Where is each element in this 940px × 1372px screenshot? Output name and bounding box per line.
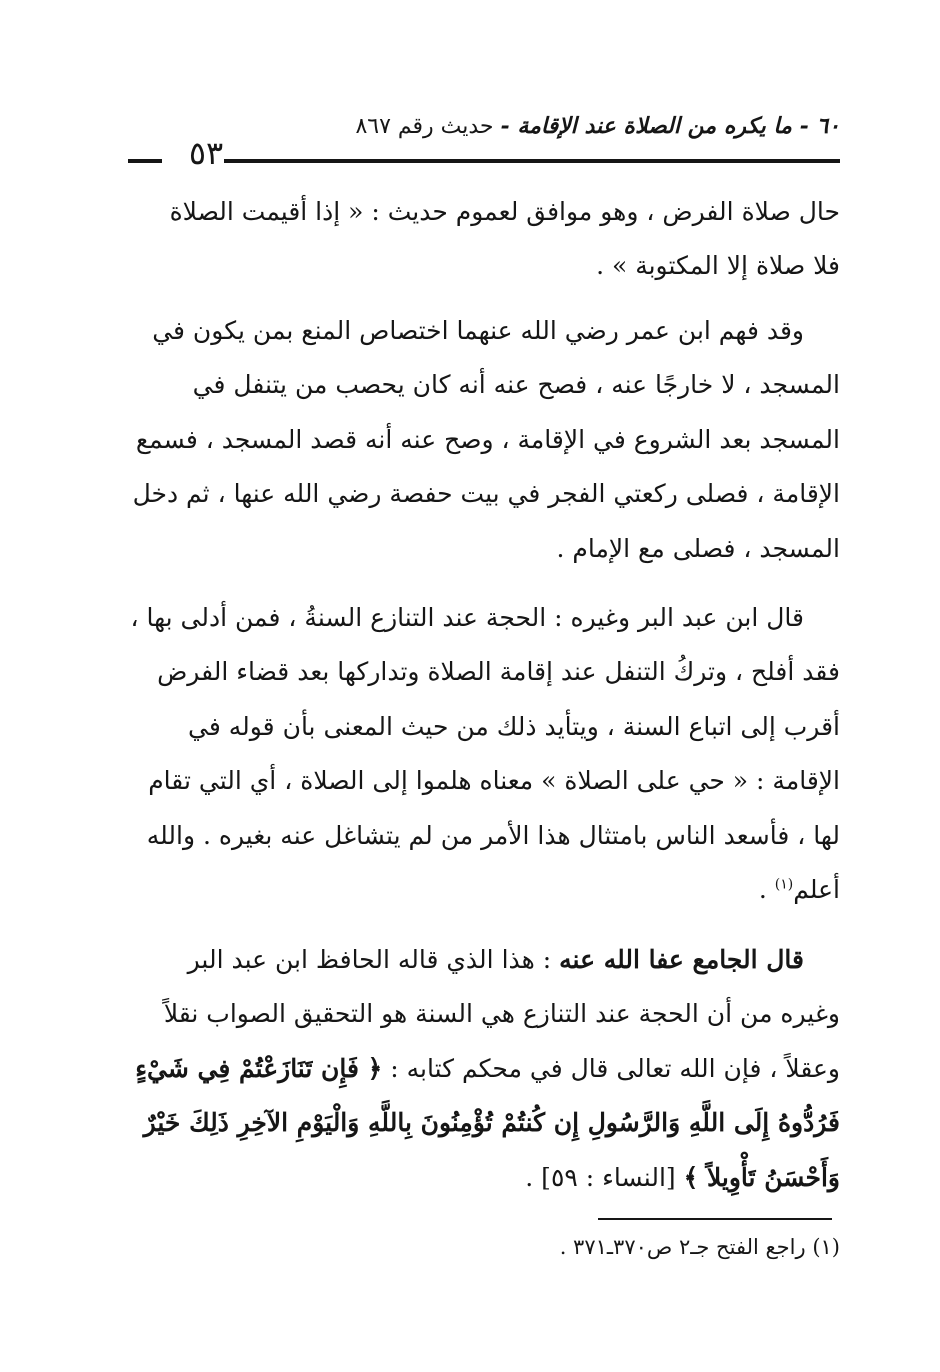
paragraph-4	[128, 933, 840, 1205]
text-line: أقرب إلى اتباع السنة ، ويتأيد ذلك من حيث المعنى بأن قوله في	[188, 711, 840, 741]
last-line-text: أعلم	[793, 875, 840, 905]
footnote	[300, 1231, 840, 1263]
footnote-marker: (١)	[812, 1235, 840, 1259]
line-text: وعقلاً ، فإن الله تعالى قال في محكم كتابه :	[382, 1053, 840, 1083]
text-line	[128, 1151, 840, 1205]
header-rule-short	[128, 159, 162, 163]
page-number: ٥٣	[188, 134, 224, 172]
header-rule-long	[224, 159, 840, 163]
text-line: المسجد بعد الشروع في الإقامة ، وصح عنه أنه قصد المسجد ، فسمع	[135, 424, 840, 454]
verse-citation: [النساء : ٥٩] .	[525, 1162, 684, 1192]
paragraph-2	[128, 304, 840, 576]
footnote-text: راجع الفتح جـ٢ ص٣٧٠ـ٣٧١ .	[559, 1235, 806, 1259]
text-line: الإقامة : « حي على الصلاة » معناه هلموا إلى الصلاة ، أي التي تقام	[148, 766, 840, 796]
paragraph-3	[128, 591, 840, 917]
text-line: حال صلاة الفرض ، وهو موافق لعموم حديث : « إذا أقيمت الصلاة	[169, 197, 840, 226]
hadith-reference: حديث رقم ٨٦٧	[355, 114, 494, 139]
text-line: الإقامة ، فصلى ركعتي الفجر في بيت حفصة رضي الله عنها ، ثم دخل	[132, 479, 840, 509]
quran-verse: ﴿ فَإِن تَنَازَعْتُمْ فِي شَيْءٍ	[135, 1053, 383, 1083]
text-line	[128, 933, 840, 987]
text-line: فقد أفلح ، وتركُ التنفل عند إقامة الصلاة وتداركها بعد قضاء الفرض	[157, 657, 840, 687]
text-line: المسجد ، لا خارجًا عنه ، فصح عنه أنه كان يحصب من يتنفل في	[192, 370, 840, 400]
text-line	[128, 1096, 840, 1150]
text-line: فلا صلاة إلا المكتوبة » .	[596, 251, 840, 281]
lead-phrase: قال الجامع عفا الله عنه	[559, 945, 804, 974]
text-line	[128, 863, 840, 917]
text-line	[128, 1042, 840, 1096]
text-line: لها ، فأسعد الناس بامتثال هذا الأمر من لم يتشاغل عنه بغيره . والله	[146, 820, 840, 850]
text-line: وغيره من أن الحجة عند التنازع هي السنة هو التحقيق الصواب نقلاً	[163, 999, 840, 1029]
text-line: المسجد ، فصلى مع الإمام .	[556, 533, 840, 563]
footnote-rule	[598, 1218, 832, 1220]
footnote-reference: (١)	[774, 876, 794, 893]
quran-verse: فَرُدُّوهُ إِلَى اللَّهِ وَالرَّسُولِ إِن كُنتُمْ تُؤْمِنُونَ بِاللَّهِ وَالْيَوْمِ الآخِرِ ذَلِكَ خَيْرٌ	[143, 1108, 840, 1138]
text-line: قال ابن عبد البر وغيره : الحجة عند التنازع السنةُ ، فمن أدلى بها ،	[130, 603, 804, 632]
paragraph-1	[128, 185, 840, 294]
running-header	[300, 110, 840, 143]
quran-verse: وَأَحْسَنُ تَأْوِيلاً ﴾	[683, 1162, 840, 1192]
last-line-end: .	[758, 875, 775, 905]
text-line: وقد فهم ابن عمر رضي الله عنهما اختصاص المنع بمن يكون في	[152, 316, 804, 345]
chapter-title: ٦٠ - ما يكره من الصلاة عند الإقامة -	[500, 113, 840, 139]
line-text: : هذا الذي قاله الحافظ ابن عبد البر	[187, 945, 560, 974]
